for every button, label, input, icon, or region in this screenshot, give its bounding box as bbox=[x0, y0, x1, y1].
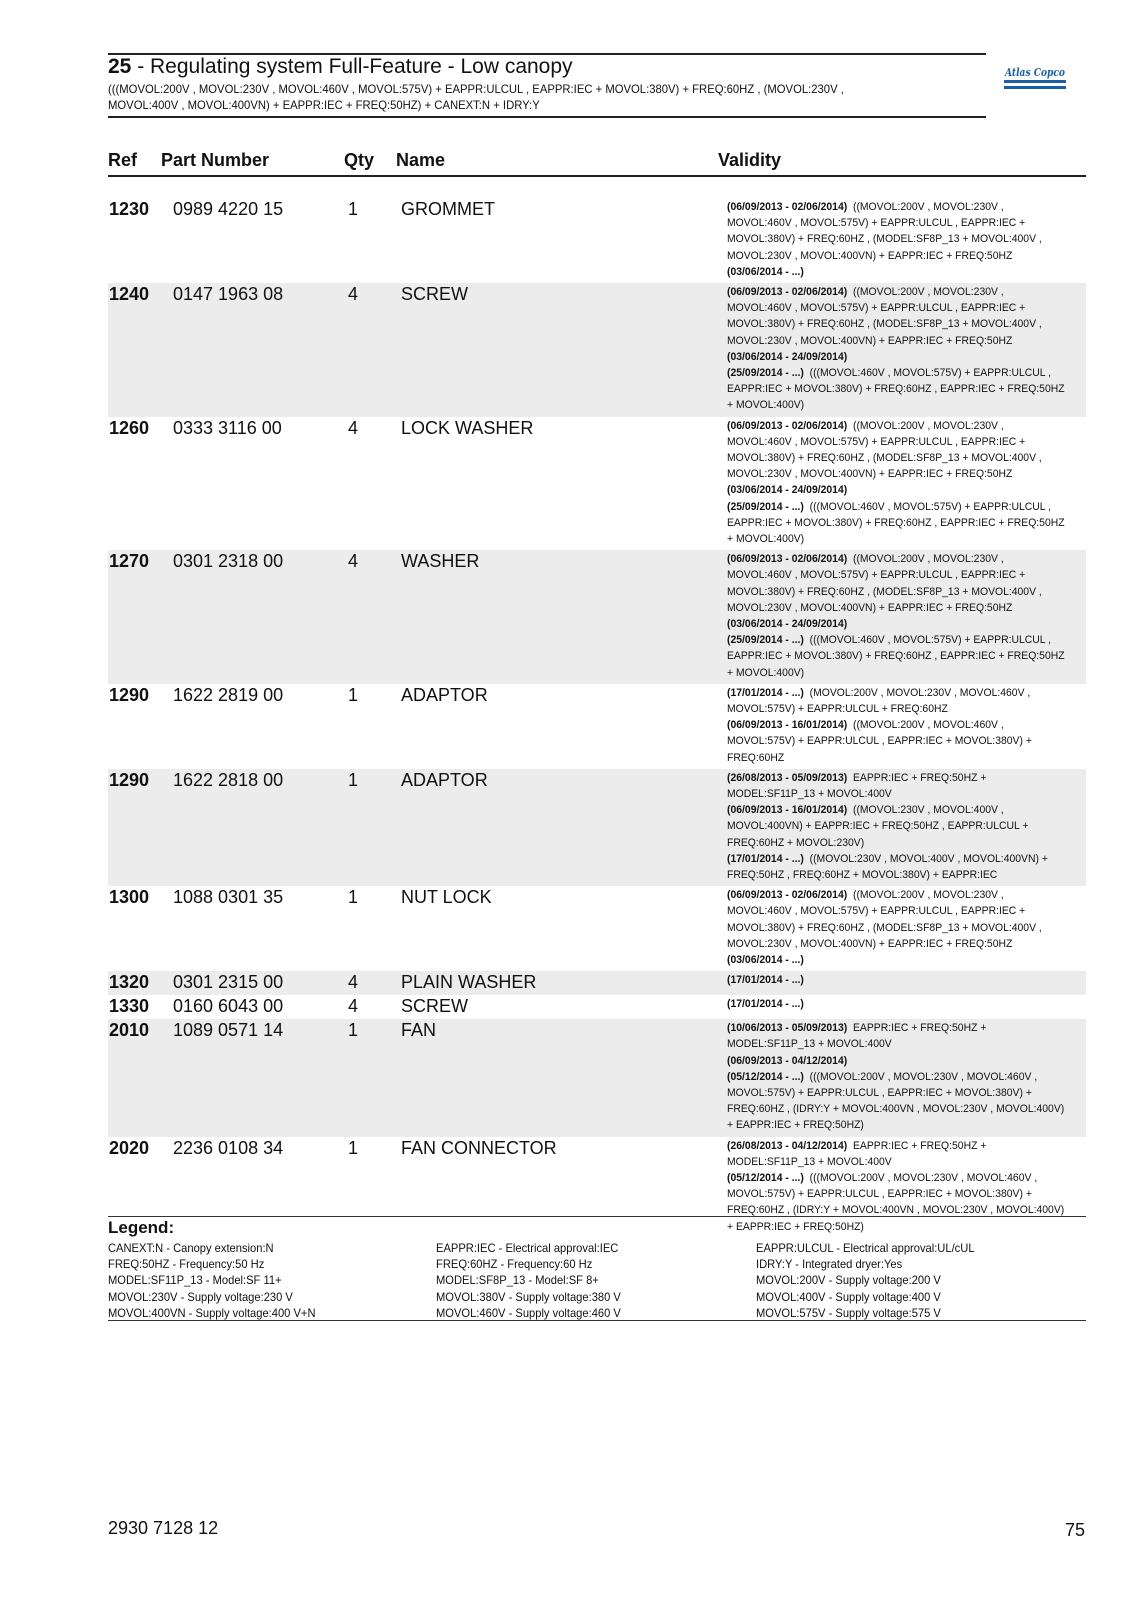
section-title: - Regulating system Full-Feature - Low canopy bbox=[131, 55, 573, 78]
validity-condition: FREQ:50HZ , FREQ:60HZ + MOVOL:380V) + EAPPR:IEC bbox=[727, 869, 998, 882]
validity-line bbox=[727, 1036, 1088, 1052]
legend-entry: EAPPR:ULCUL - Electrical approval:UL/cUL bbox=[756, 1241, 975, 1255]
validity-line bbox=[727, 952, 1088, 968]
validity-line bbox=[727, 867, 1088, 883]
validity-cell bbox=[727, 1020, 1088, 1133]
validity-condition: (((MOVOL:200V , MOVOL:230V , MOVOL:460V , bbox=[803, 1070, 1038, 1083]
validity-cell bbox=[727, 972, 1088, 988]
validity-condition: MOVOL:575V) + EAPPR:ULCUL + FREQ:60HZ bbox=[727, 703, 948, 715]
name-cell: ADAPTOR bbox=[401, 684, 488, 705]
qty-cell: 4 bbox=[348, 417, 359, 438]
qty-cell: 1 bbox=[348, 887, 359, 908]
name-cell: FAN bbox=[401, 1020, 437, 1041]
validity-date-range: (17/01/2014 - ...) bbox=[727, 998, 804, 1011]
validity-line bbox=[727, 972, 1088, 988]
validity-condition: ((MOVOL:200V , MOVOL:230V , bbox=[847, 201, 1004, 213]
validity-condition: MOVOL:460V , MOVOL:575V) + EAPPR:ULCUL , EAPPR:IEC + bbox=[727, 217, 1026, 230]
legend-bottom-rule bbox=[108, 1320, 1086, 1321]
validity-line bbox=[727, 1101, 1088, 1117]
validity-line bbox=[727, 531, 1088, 547]
validity-date-range: (10/06/2013 - 05/09/2013) bbox=[727, 1022, 848, 1035]
validity-condition: (MOVOL:200V , MOVOL:230V , MOVOL:460V , bbox=[803, 686, 1031, 699]
page-subtitle bbox=[108, 82, 916, 113]
qty-cell: 4 bbox=[348, 284, 359, 304]
validity-condition: ((MOVOL:200V , MOVOL:230V , bbox=[847, 553, 1004, 566]
validity-line bbox=[727, 284, 1088, 300]
table-row bbox=[108, 995, 1086, 1019]
part-number-cell: 0301 2315 00 bbox=[173, 972, 284, 993]
page-number: 75 bbox=[1064, 1520, 1085, 1540]
validity-date-range: (06/09/2013 - 04/12/2014) bbox=[727, 1054, 848, 1067]
ref-cell: 1330 bbox=[109, 996, 150, 1017]
validity-line bbox=[727, 996, 1088, 1012]
ref-cell: 1290 bbox=[109, 684, 150, 705]
validity-line bbox=[727, 851, 1088, 867]
name-cell: FAN CONNECTOR bbox=[401, 1137, 557, 1158]
validity-line bbox=[727, 665, 1088, 681]
validity-condition: + MOVOL:400V) bbox=[727, 399, 805, 412]
validity-date-range: (03/06/2014 - 24/09/2014) bbox=[727, 350, 848, 363]
validity-condition: MOVOL:230V , MOVOL:400VN) + EAPPR:IEC + FREQ:50HZ bbox=[727, 601, 1013, 614]
validity-date-range: (06/09/2013 - 02/06/2014) bbox=[727, 201, 848, 213]
legend-entry: CANEXT:N - Canopy extension:N bbox=[108, 1241, 274, 1255]
column-header-validity: Validity bbox=[718, 150, 782, 170]
validity-date-range: (05/12/2014 - ...) bbox=[727, 1172, 804, 1184]
validity-cell bbox=[727, 199, 1088, 280]
name-cell: ADAPTOR bbox=[401, 769, 488, 790]
ref-cell: 1240 bbox=[109, 284, 150, 304]
part-number-cell: 1622 2818 00 bbox=[173, 769, 284, 790]
validity-line bbox=[727, 835, 1088, 851]
svg-text:Atlas Copco: Atlas Copco bbox=[1004, 66, 1065, 79]
qty-cell: 1 bbox=[348, 684, 359, 705]
validity-condition: MOVOL:400VN) + EAPPR:IEC + FREQ:50HZ , EAPPR:ULCUL + bbox=[727, 820, 1029, 833]
validity-line bbox=[727, 1170, 1088, 1186]
table-row bbox=[108, 550, 1086, 684]
validity-condition: FREQ:60HZ + MOVOL:230V) bbox=[727, 836, 865, 849]
qty-cell: 1 bbox=[348, 1137, 359, 1158]
validity-condition: EAPPR:IEC + MOVOL:380V) + FREQ:60HZ , EAPPR:IEC + FREQ:50HZ bbox=[727, 516, 1065, 529]
validity-cell bbox=[727, 418, 1088, 548]
validity-condition: MOVOL:380V) + FREQ:60HZ , (MODEL:SF8P_13 + MOVOL:400V , bbox=[727, 318, 1042, 331]
part-number-cell: 0147 1963 08 bbox=[173, 284, 284, 304]
column-header-rule bbox=[108, 175, 1086, 177]
ref-cell: 2020 bbox=[109, 1137, 150, 1158]
validity-line bbox=[727, 215, 1088, 231]
validity-cell bbox=[727, 685, 1088, 766]
part-number-cell: 0989 4220 15 bbox=[173, 199, 284, 219]
table-row bbox=[108, 769, 1086, 886]
validity-condition: FREQ:60HZ , (IDRY:Y + MOVOL:400VN , MOVOL:230V , MOVOL:400V) bbox=[727, 1103, 1065, 1116]
validity-line bbox=[727, 770, 1088, 786]
validity-date-range: (17/01/2014 - ...) bbox=[727, 974, 804, 987]
validity-date-range: (06/09/2013 - 02/06/2014) bbox=[727, 286, 848, 298]
validity-condition: + MOVOL:400V) bbox=[727, 533, 805, 546]
validity-condition: MOVOL:380V) + FREQ:60HZ , (MODEL:SF8P_13 + MOVOL:400V , bbox=[727, 233, 1042, 246]
qty-cell: 1 bbox=[348, 199, 359, 219]
validity-line bbox=[727, 632, 1088, 648]
ref-cell: 1260 bbox=[109, 417, 150, 438]
header-bottom-rule bbox=[108, 116, 986, 118]
validity-cell bbox=[727, 770, 1088, 883]
validity-line bbox=[727, 600, 1088, 616]
validity-line bbox=[727, 920, 1088, 936]
validity-date-range: (03/06/2014 - ...) bbox=[727, 265, 804, 278]
validity-condition: MOVOL:575V) + EAPPR:ULCUL , EAPPR:IEC + MOVOL:380V) + bbox=[727, 1188, 1032, 1201]
validity-line bbox=[727, 802, 1088, 818]
ref-cell: 1270 bbox=[109, 551, 150, 572]
table-row bbox=[108, 684, 1086, 769]
table-row bbox=[108, 886, 1086, 971]
column-header-part-number: Part Number bbox=[161, 150, 270, 170]
validity-line bbox=[727, 1138, 1088, 1154]
legend-entry: MODEL:SF8P_13 - Model:SF 8+ bbox=[436, 1273, 599, 1288]
validity-line bbox=[727, 786, 1088, 802]
table-bottom-rule bbox=[108, 1216, 1086, 1217]
column-header-name: Name bbox=[396, 150, 446, 170]
table-row bbox=[108, 1019, 1086, 1136]
validity-condition: EAPPR:IEC + FREQ:50HZ + bbox=[847, 1022, 987, 1035]
legend-entry: MOVOL:230V - Supply voltage:230 V bbox=[108, 1289, 293, 1304]
validity-line bbox=[727, 264, 1088, 280]
part-number-cell: 1089 0571 14 bbox=[173, 1020, 284, 1041]
legend-column bbox=[436, 1240, 621, 1321]
validity-line bbox=[727, 300, 1088, 316]
validity-line bbox=[727, 397, 1088, 413]
validity-cell bbox=[727, 996, 1088, 1012]
validity-condition: ((MOVOL:200V , MOVOL:230V , bbox=[847, 286, 1004, 298]
validity-line bbox=[727, 333, 1088, 349]
validity-line bbox=[727, 248, 1088, 264]
name-cell: PLAIN WASHER bbox=[401, 972, 537, 993]
validity-cell bbox=[727, 551, 1088, 681]
validity-line bbox=[727, 1117, 1088, 1133]
legend-entry: MOVOL:460V - Supply voltage:460 V bbox=[436, 1305, 621, 1320]
validity-line bbox=[727, 1085, 1088, 1101]
legend-entry: FREQ:50HZ - Frequency:50 Hz bbox=[108, 1257, 265, 1272]
validity-line bbox=[727, 1154, 1088, 1170]
column-header-ref: Ref bbox=[108, 150, 138, 170]
validity-condition: MODEL:SF11P_13 + MOVOL:400V bbox=[727, 788, 892, 800]
table-row bbox=[108, 417, 1086, 551]
column-header-qty: Qty bbox=[344, 150, 375, 170]
validity-line bbox=[727, 515, 1088, 531]
ref-cell: 1300 bbox=[109, 887, 150, 908]
validity-cell bbox=[727, 1138, 1088, 1235]
validity-line bbox=[727, 466, 1088, 482]
validity-line bbox=[727, 499, 1088, 515]
ref-cell: 1320 bbox=[109, 972, 150, 993]
validity-condition: (((MOVOL:460V , MOVOL:575V) + EAPPR:ULCUL , bbox=[803, 500, 1051, 513]
validity-condition: EAPPR:IEC + MOVOL:380V) + FREQ:60HZ , EAPPR:IEC + FREQ:50HZ bbox=[727, 383, 1065, 396]
validity-date-range: (06/09/2013 - 16/01/2014) bbox=[727, 719, 848, 732]
ref-cell: 2010 bbox=[109, 1020, 150, 1041]
validity-date-range: (03/06/2014 - ...) bbox=[727, 954, 804, 966]
validity-line bbox=[727, 381, 1088, 397]
validity-line bbox=[727, 349, 1088, 365]
qty-cell: 4 bbox=[348, 551, 359, 572]
validity-cell bbox=[727, 887, 1088, 968]
validity-date-range: (25/09/2014 - ...) bbox=[727, 500, 804, 513]
validity-line bbox=[727, 434, 1088, 450]
validity-line bbox=[727, 685, 1088, 701]
validity-line bbox=[727, 231, 1088, 247]
validity-date-range: (25/09/2014 - ...) bbox=[727, 367, 804, 380]
validity-condition: FREQ:60HZ bbox=[727, 751, 785, 764]
validity-condition: MOVOL:460V , MOVOL:575V) + EAPPR:ULCUL , EAPPR:IEC + bbox=[727, 905, 1026, 918]
validity-date-range: (06/09/2013 - 02/06/2014) bbox=[727, 889, 848, 902]
validity-line bbox=[727, 584, 1088, 600]
legend-column bbox=[108, 1240, 316, 1321]
validity-line bbox=[727, 1020, 1088, 1036]
table-row bbox=[108, 1137, 1086, 1238]
table-row bbox=[108, 971, 1086, 995]
subtitle-line: (((MOVOL:200V , MOVOL:230V , MOVOL:460V , MOVOL:575V) + EAPPR:ULCUL , EAPPR:IEC + MOVOL:380V) + FREQ:60HZ , (MOVOL:230V , bbox=[108, 82, 844, 96]
validity-condition: MOVOL:575V) + EAPPR:ULCUL , EAPPR:IEC + MOVOL:380V) + bbox=[727, 735, 1032, 748]
ref-cell: 1230 bbox=[109, 199, 150, 219]
legend-entry: MODEL:SF11P_13 - Model:SF 11+ bbox=[108, 1273, 282, 1288]
validity-line bbox=[727, 567, 1088, 583]
validity-date-range: (26/08/2013 - 05/09/2013) bbox=[727, 771, 848, 784]
legend-entry: MOVOL:400VN - Supply voltage:400 V+N bbox=[108, 1305, 316, 1320]
ref-cell: 1290 bbox=[109, 769, 150, 790]
validity-condition: MOVOL:380V) + FREQ:60HZ , (MODEL:SF8P_13 + MOVOL:400V , bbox=[727, 452, 1042, 464]
validity-condition: MOVOL:230V , MOVOL:400VN) + EAPPR:IEC + FREQ:50HZ bbox=[727, 468, 1013, 481]
legend-column bbox=[756, 1240, 975, 1321]
qty-cell: 4 bbox=[348, 972, 359, 993]
validity-condition: ((MOVOL:200V , MOVOL:230V , bbox=[847, 419, 1004, 432]
validity-condition: + EAPPR:IEC + FREQ:50HZ) bbox=[727, 1119, 864, 1132]
validity-condition: MOVOL:460V , MOVOL:575V) + EAPPR:ULCUL , EAPPR:IEC + bbox=[727, 569, 1026, 582]
legend-entry: MOVOL:200V - Supply voltage:200 V bbox=[756, 1273, 941, 1288]
validity-line bbox=[727, 365, 1088, 381]
validity-condition: ((MOVOL:200V , MOVOL:230V , bbox=[847, 889, 1004, 902]
validity-date-range: (03/06/2014 - 24/09/2014) bbox=[727, 618, 848, 630]
validity-line bbox=[727, 717, 1088, 733]
validity-line bbox=[727, 450, 1088, 466]
name-cell: SCREW bbox=[401, 284, 468, 304]
validity-line bbox=[727, 648, 1088, 664]
qty-cell: 4 bbox=[348, 996, 359, 1017]
validity-condition: MODEL:SF11P_13 + MOVOL:400V bbox=[727, 1155, 892, 1168]
section-number: 25 bbox=[108, 55, 132, 78]
validity-line bbox=[727, 887, 1088, 903]
validity-condition: MOVOL:575V) + EAPPR:ULCUL , EAPPR:IEC + MOVOL:380V) + bbox=[727, 1087, 1032, 1099]
qty-cell: 1 bbox=[348, 1020, 359, 1041]
validity-cell bbox=[727, 284, 1088, 414]
validity-condition: (((MOVOL:200V , MOVOL:230V , MOVOL:460V , bbox=[803, 1172, 1038, 1184]
validity-condition: MOVOL:230V , MOVOL:400VN) + EAPPR:IEC + FREQ:50HZ bbox=[727, 937, 1013, 950]
legend-entry: EAPPR:IEC - Electrical approval:IEC bbox=[436, 1241, 619, 1255]
name-cell: SCREW bbox=[401, 996, 468, 1017]
validity-line bbox=[727, 551, 1088, 567]
legend-entry: MOVOL:400V - Supply voltage:400 V bbox=[756, 1289, 941, 1304]
validity-date-range: (05/12/2014 - ...) bbox=[727, 1070, 804, 1083]
validity-condition: ((MOVOL:200V , MOVOL:460V , bbox=[847, 719, 1004, 732]
atlas-copco-logo bbox=[1003, 60, 1067, 94]
validity-condition: EAPPR:IEC + FREQ:50HZ + bbox=[847, 1139, 987, 1152]
validity-condition: MOVOL:230V , MOVOL:400VN) + EAPPR:IEC + FREQ:50HZ bbox=[727, 249, 1013, 262]
validity-line bbox=[727, 750, 1088, 766]
validity-date-range: (06/09/2013 - 16/01/2014) bbox=[727, 804, 848, 817]
validity-date-range: (06/09/2013 - 02/06/2014) bbox=[727, 553, 848, 566]
validity-condition: MOVOL:460V , MOVOL:575V) + EAPPR:ULCUL , EAPPR:IEC + bbox=[727, 302, 1026, 315]
validity-condition: MOVOL:380V) + FREQ:60HZ , (MODEL:SF8P_13 + MOVOL:400V , bbox=[727, 921, 1042, 934]
part-number-cell: 0301 2318 00 bbox=[173, 551, 284, 572]
subtitle-line: MOVOL:400V , MOVOL:400VN) + EAPPR:IEC + FREQ:50HZ) + CANEXT:N + IDRY:Y bbox=[108, 97, 540, 112]
legend-entry: MOVOL:575V - Supply voltage:575 V bbox=[756, 1305, 941, 1320]
validity-line bbox=[727, 903, 1088, 919]
part-number-cell: 2236 0108 34 bbox=[173, 1137, 284, 1158]
validity-condition: MOVOL:230V , MOVOL:400VN) + EAPPR:IEC + FREQ:50HZ bbox=[727, 334, 1013, 347]
page-title bbox=[108, 55, 573, 79]
validity-condition: + MOVOL:400V) bbox=[727, 666, 805, 679]
validity-line bbox=[727, 1186, 1088, 1202]
validity-line bbox=[727, 482, 1088, 498]
validity-date-range: (25/09/2014 - ...) bbox=[727, 634, 804, 647]
validity-line bbox=[727, 1053, 1088, 1069]
validity-condition: MODEL:SF11P_13 + MOVOL:400V bbox=[727, 1038, 892, 1051]
validity-condition: (((MOVOL:460V , MOVOL:575V) + EAPPR:ULCUL , bbox=[803, 634, 1051, 647]
validity-condition: EAPPR:IEC + FREQ:50HZ + bbox=[847, 771, 987, 784]
validity-condition: MOVOL:460V , MOVOL:575V) + EAPPR:ULCUL , EAPPR:IEC + bbox=[727, 435, 1026, 448]
validity-condition: + EAPPR:IEC + FREQ:50HZ) bbox=[727, 1220, 864, 1233]
legend-entry: MOVOL:380V - Supply voltage:380 V bbox=[436, 1289, 621, 1304]
name-cell: NUT LOCK bbox=[401, 887, 492, 908]
validity-line bbox=[727, 418, 1088, 434]
validity-line bbox=[727, 818, 1088, 834]
validity-condition: EAPPR:IEC + MOVOL:380V) + FREQ:60HZ , EAPPR:IEC + FREQ:50HZ bbox=[727, 650, 1065, 663]
validity-line bbox=[727, 701, 1088, 717]
validity-date-range: (26/08/2013 - 04/12/2014) bbox=[727, 1139, 848, 1152]
name-cell: LOCK WASHER bbox=[401, 417, 534, 438]
validity-date-range: (03/06/2014 - 24/09/2014) bbox=[727, 484, 848, 497]
part-number-cell: 1622 2819 00 bbox=[173, 684, 284, 705]
part-number-cell: 0333 3116 00 bbox=[173, 417, 282, 438]
validity-line bbox=[727, 199, 1088, 215]
validity-line bbox=[727, 936, 1088, 952]
part-number-cell: 0160 6043 00 bbox=[173, 996, 284, 1017]
legend-entry: IDRY:Y - Integrated dryer:Yes bbox=[756, 1257, 903, 1272]
validity-date-range: (17/01/2014 - ...) bbox=[727, 686, 804, 699]
validity-date-range: (17/01/2014 - ...) bbox=[727, 852, 804, 865]
table-row bbox=[108, 283, 1086, 417]
validity-line bbox=[727, 1069, 1088, 1085]
validity-line bbox=[727, 616, 1088, 632]
validity-condition: ((MOVOL:230V , MOVOL:400V , MOVOL:400VN) + bbox=[803, 852, 1048, 865]
legend-title: Legend: bbox=[108, 1218, 175, 1237]
name-cell: GROMMET bbox=[401, 199, 495, 219]
document-number: 2930 7128 12 bbox=[108, 1518, 219, 1538]
validity-date-range: (06/09/2013 - 02/06/2014) bbox=[727, 419, 848, 432]
validity-condition: (((MOVOL:460V , MOVOL:575V) + EAPPR:ULCUL , bbox=[803, 367, 1051, 380]
validity-condition: ((MOVOL:230V , MOVOL:400V , bbox=[847, 804, 1004, 817]
validity-condition: MOVOL:380V) + FREQ:60HZ , (MODEL:SF8P_13 + MOVOL:400V , bbox=[727, 585, 1042, 598]
validity-condition: FREQ:60HZ , (IDRY:Y + MOVOL:400VN , MOVOL:230V , MOVOL:400V) bbox=[727, 1204, 1065, 1217]
part-number-cell: 1088 0301 35 bbox=[173, 887, 284, 908]
qty-cell: 1 bbox=[348, 769, 359, 790]
legend-entry: FREQ:60HZ - Frequency:60 Hz bbox=[436, 1257, 593, 1272]
name-cell: WASHER bbox=[401, 551, 480, 572]
validity-line bbox=[727, 1219, 1088, 1235]
validity-line bbox=[727, 316, 1088, 332]
validity-line bbox=[727, 733, 1088, 749]
table-row bbox=[108, 198, 1086, 283]
